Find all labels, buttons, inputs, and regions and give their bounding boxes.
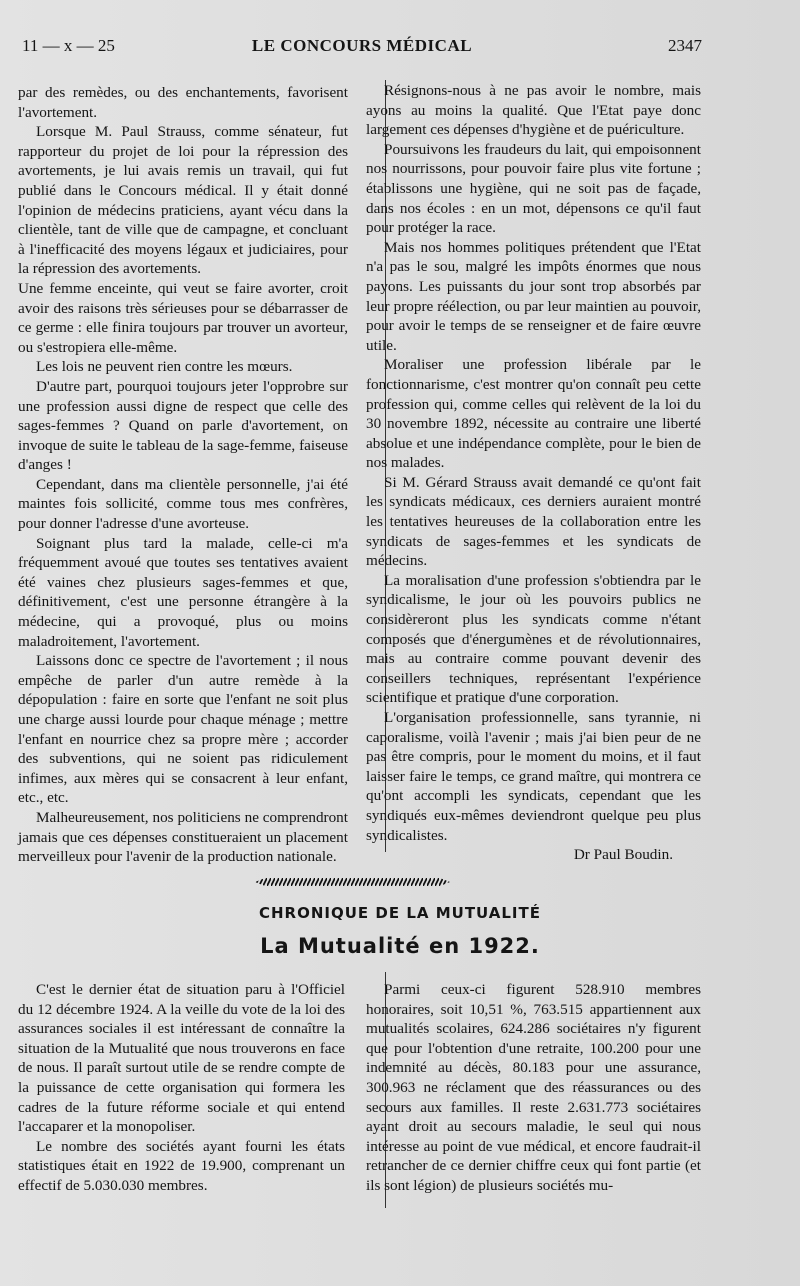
paragraph: Si M. Gérard Strauss avait demandé ce qu'ont fait les syndicats médicaux, ces derniers auraient montré les tentatives heureuses de la collaboration entre les syndicats de sages-femmes et les syndicats de médecins. — [366, 473, 701, 570]
paragraph: L'organisation professionnelle, sans tyrannie, ni caporalisme, voilà l'avenir ; mais j'ai bien peur de ne pas être compris, pour le moment du moins, et il faut laisser faire le temps, ce grand maître, qui montrera ce qu'ont accompli les syndicats, cependant que les syndiqués eux-mêmes deviendront quelque peu plus syndicalistes. — [366, 709, 701, 844]
paragraph: La moralisation d'une profession s'obtiendra par le syndicalisme, le jour où les pouvoirs publics ne considèreront plus les syndicats comme n'étant composés que d'énergumènes et de révolutionnaires, mais au contraire comme pouvant devenir des conseillers techniques, représentant l'expérience scientifique et pratique d'une corporation. — [366, 571, 701, 707]
paragraph: Résignons-nous à ne pas avoir le nombre, mais ayons au moins la qualité. Que l'Etat paye donc largement ces dépenses d'hygiène et de puériculture. — [366, 82, 701, 139]
journal-title: LE CONCOURS MÉDICAL — [251, 36, 473, 55]
paragraph: Laissons donc ce spectre de l'avortement ; il nous empêche de parler d'un autre remède à la dépopulation : faire en sorte que l'enfant ne soit plus une charge aussi lourde pour chaque ménage ; mettre l'enfant en nourrice chez sa propre mère ; accorder des subventions, qui ne soient pas ridiculement infimes, aux mères qui se consacrent à leur enfant, etc., etc. — [18, 652, 348, 807]
upper-right-column — [366, 81, 701, 865]
page-number: 2347 — [668, 36, 702, 55]
section-heading: CHRONIQUE DE LA MUTUALITÉ — [259, 904, 541, 922]
paragraph: Moraliser une profession libérale par le fonctionnarisme, c'est montrer qu'on connaît peu cette profession qui, comme celles qui relèvent de la loi du 30 novembre 1892, nécessite au contraire une liberté absolue et une indépendance complète, pour le bien de nos malades. — [366, 356, 701, 472]
lower-left-column — [18, 980, 345, 1196]
header-date: 11 — x — 25 — [22, 36, 115, 55]
author-signature: Dr Paul Boudin. — [573, 846, 673, 864]
paragraph: Le nombre des sociétés ayant fourni les états statistiques était en 1922 de 19.900, comprenant un effectif de 5.030.030 membres. — [18, 1137, 345, 1194]
paragraph: Une femme enceinte, qui veut se faire avorter, croit avoir des raisons très sérieuses pour se débarrasser de ce germe : elle finira toujours par trouver un avorteur, ou s'estropiera elle-même. — [18, 279, 348, 356]
paragraph: Lorsque M. Paul Strauss, comme sénateur, fut rapporteur du projet de loi pour la répression des avortements, je lui avais remis un travail, qui fut publié dans le Concours médical. Il y était donné l'opinion de médecins praticiens, ayant vécu dans la clientèle, tant de ville que de campagne, et concluant à l'inefficacité des moyens légaux et judiciaires, pour la répression des avortements. — [18, 123, 348, 278]
paragraph: Mais nos hommes politiques prétendent que l'Etat n'a pas le sou, malgré les impôts énormes que nous payons. Les puissants du jour sont trop absorbés par leur propre réélection, ou par leur maintien au pouvoir, pour avoir le temps de se renseigner et de faire œuvre utile. — [366, 238, 701, 354]
paragraph: Poursuivons les fraudeurs du lait, qui empoisonnent nos nourrissons, pour pouvoir faire plus vite fortune ; établissons une hygiène, qui ne soit pas de façade, dans nos écoles : en un mot, dépensons ce qu'il faut pour protéger la race. — [366, 140, 701, 237]
paragraph: Soignant plus tard la malade, celle-ci m'a fréquemment avoué que toutes ses tentatives avaient été vaines chez plusieurs sages-femmes et que, définitivement, c'est une personne étrangère à la médecine, qui a provoqué, plus ou moins maladroitement, l'avortement. — [18, 534, 348, 650]
lower-right-column — [366, 980, 701, 1196]
running-header — [22, 36, 702, 60]
paragraph: Cependant, dans ma clientèle personnelle, j'ai été maintes fois sollicité, comme tous mes confrères, pour donner l'adresse d'une avorteuse. — [18, 475, 348, 533]
section-ornament — [255, 878, 450, 886]
paragraph: Parmi ceux-ci figurent 528.910 membres honoraires, soit 10,51 %, 763.515 appartiennent aux mutualités scolaires, 624.286 sociétaires n'y figurent que pour l'obtention d'une retraite, 100.200 pour une indemnité au décès, 80.183 pour une assurance, 300.963 ne réclament que des réassurances ou des secours aux familles. Il reste 2.631.773 sociétaires ayant droit au secours maladie, le seul qui nous intéresse au point de vue médical, et encore faudrait-il retrancher de ce dernier chiffre ceux qui font partie (et ils sont légion) de plusieurs sociétés mu- — [366, 981, 701, 1194]
section-subheading: La Mutualité en 1922. — [260, 934, 540, 958]
paragraph: Les lois ne peuvent rien contre les mœurs. — [36, 358, 293, 376]
upper-left-column — [18, 83, 348, 867]
paragraph: par des remèdes, ou des enchantements, favorisent l'avortement. — [18, 84, 348, 121]
paragraph: Malheureusement, nos politiciens ne comprendront jamais que ces dépenses constitueraient un placement merveilleux pour l'avenir de la production nationale. — [18, 808, 348, 866]
paragraph: D'autre part, pourquoi toujours jeter l'opprobre sur une profession aussi digne de respect que celle des sages-femmes ? Quand on parle d'avortement, on invoque de suite le tableau de la sage-femme, faiseuse d'anges ! — [18, 377, 348, 474]
paragraph: C'est le dernier état de situation paru à l'Officiel du 12 décembre 1924. A la veille du vote de la loi des assurances sociales il est intéressant de connaître la situation de la Mutualité que nous trouverons en face de nous. Il paraît surtout utile de se rendre compte de la puissance de cette organisation qui formera les cadres de la future réforme sociale et qui entend l'accaparer et la monopoliser. — [18, 981, 345, 1136]
